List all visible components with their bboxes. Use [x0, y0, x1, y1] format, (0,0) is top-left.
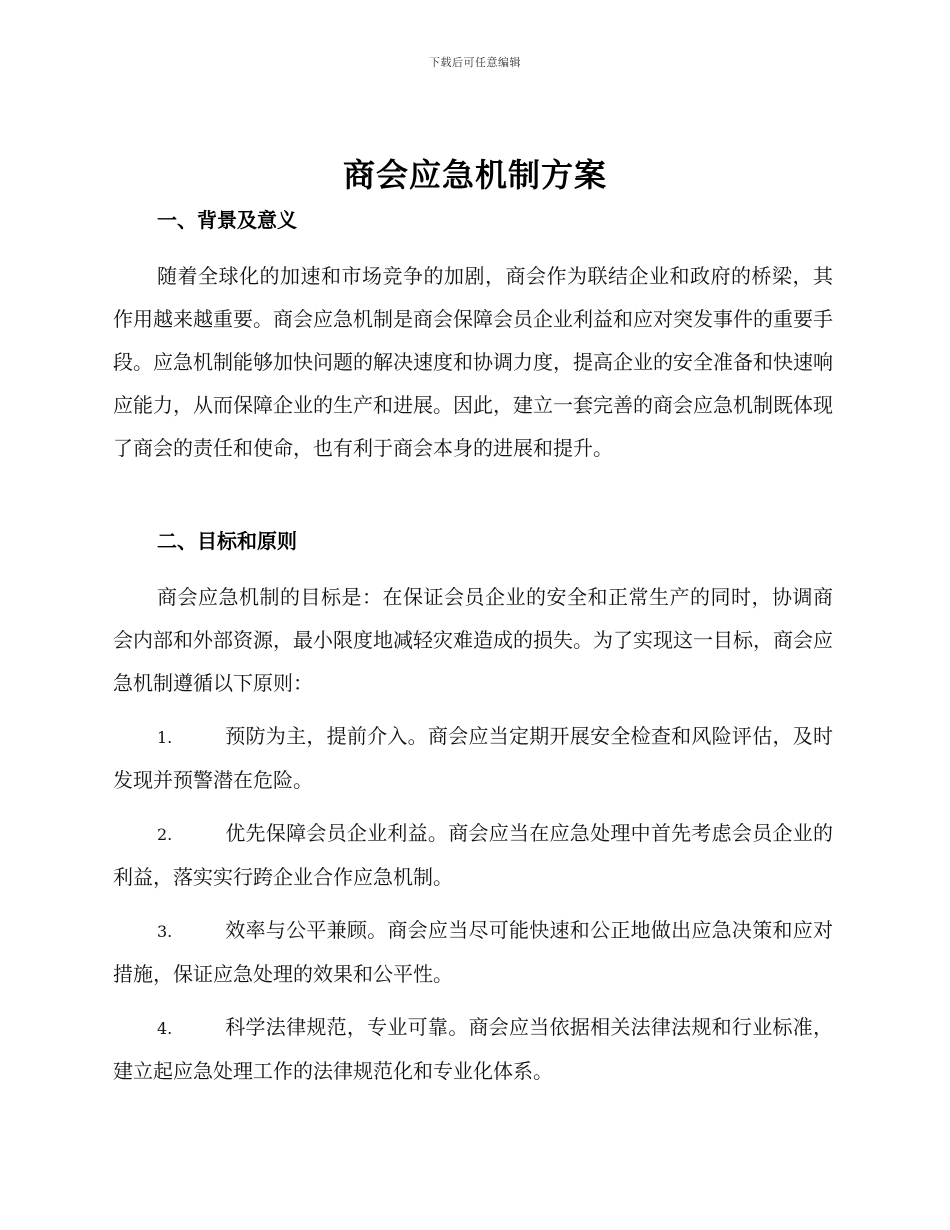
list-item-text: 优先保障会员企业利益。商会应当在应急处理中首先考虑会员企业的利益，落实实行跨企业合作应急机制。	[113, 821, 833, 889]
section-heading-background	[113, 206, 833, 234]
section-heading-goals	[113, 527, 833, 555]
list-item-text: 预防为主，提前介入。商会应当定期开展安全检查和风险评估，及时发现并预警潜在危险。	[113, 724, 833, 792]
section-heading: 一、背景及意义	[157, 208, 297, 232]
list-item	[113, 812, 833, 899]
section-paragraph: 随着全球化的加速和市场竞争的加剧，商会作为联结企业和政府的桥梁，其作用越来越重要。商会应急机制是商会保障会员企业利益和应对突发事件的重要手段。应急机制能够加快问题的解决速度和协调力度，提高企业的安全准备和快速响应能力，从而保障企业的生产和进展。因此，建立一套完善的商会应急机制既体现了商会的责任和使命，也有利于商会本身的进展和提升。	[113, 264, 833, 460]
section-body-background	[113, 255, 833, 470]
section-paragraph: 商会应急机制的目标是：在保证会员企业的安全和正常生产的同时，协调商会内部和外部资源，最小限度地减轻灾难造成的损失。为了实现这一目标，商会应急机制遵循以下原则：	[113, 585, 833, 695]
list-item	[113, 909, 833, 996]
list-item-number: 2.	[157, 825, 173, 844]
list-item-number: 1.	[157, 728, 173, 747]
list-item-number: 3.	[157, 922, 173, 941]
section-heading: 二、目标和原则	[157, 529, 297, 553]
list-item-text: 科学法律规范，专业可靠。商会应当依据相关法律法规和行业标准，建立起应急处理工作的法律规范化和专业化体系。	[113, 1015, 833, 1083]
list-item	[113, 1006, 833, 1093]
principles-list	[113, 715, 833, 1103]
list-item	[113, 715, 833, 802]
section-body-goals	[113, 576, 833, 705]
list-item-number: 4.	[157, 1019, 173, 1038]
header-note: 下载后可任意编辑	[429, 56, 521, 69]
list-item-text: 效率与公平兼顾。商会应当尽可能快速和公正地做出应急决策和应对措施，保证应急处理的效果和公平性。	[113, 918, 833, 986]
document-title: 商会应急机制方案	[342, 156, 607, 194]
